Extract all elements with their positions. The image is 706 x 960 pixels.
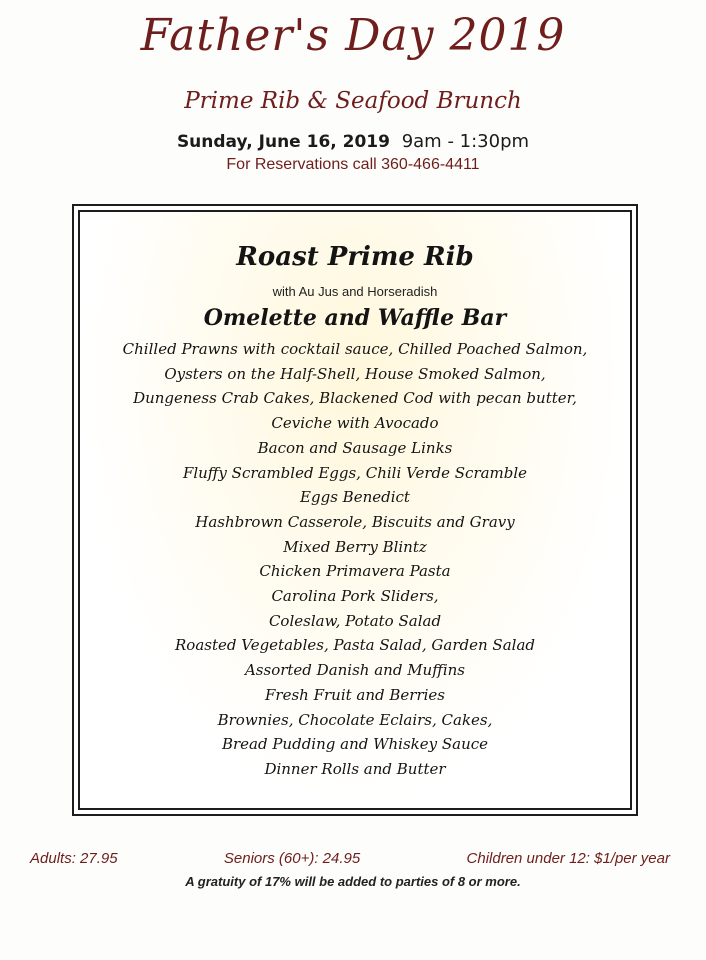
menu-item: Ceviche with Avocado [271,414,439,433]
menu-box [72,204,638,816]
menu-item: Coleslaw, Potato Salad [268,611,442,630]
event-date: Sunday, June 16, 2019 [176,132,390,152]
menu-item: Bread Pudding and Whiskey Sauce [221,735,489,754]
menu-item: Mixed Berry Blintz [283,537,427,556]
menu-item: Dinner Rolls and Butter [264,759,446,778]
menu-note: with Au Jus and Horseradish [272,284,438,299]
menu-item: Bacon and Sausage Links [257,438,453,457]
menu-item: Dungeness Crab Cakes, Blackened Cod with pecan butter, [133,389,577,408]
menu-item: Eggs Benedict [300,488,410,507]
menu-subheading: Omelette and Waffle Bar [203,305,507,331]
menu-item: Chicken Primavera Pasta [259,562,451,581]
menu-item-list [80,337,630,782]
price-adults: Adults: 27.95 [30,850,118,867]
event-subtitle: Prime Rib & Seafood Brunch [184,88,522,114]
menu-heading: Roast Prime Rib [236,242,474,272]
menu-inner-frame [78,210,632,810]
pricing-row [30,850,670,867]
price-children: Children under 12: $1/per year [466,850,670,867]
menu-item: Roasted Vegetables, Pasta Salad, Garden Salad [175,636,535,655]
page-title: Father's Day 2019 [140,10,566,61]
price-seniors: Seniors (60+): 24.95 [223,850,361,867]
menu-item: Chilled Prawns with cocktail sauce, Chilled Poached Salmon, [122,340,588,358]
menu-item: Oysters on the Half-Shell, House Smoked Salmon, [164,364,546,383]
menu-item: Fresh Fruit and Berries [265,685,445,704]
gratuity-note: A gratuity of 17% will be added to parties of 8 or more. [185,874,521,889]
event-date-line [0,131,706,152]
menu-item: Brownies, Chocolate Eclairs, Cakes, [217,710,493,729]
menu-item: Hashbrown Casserole, Biscuits and Gravy [195,512,515,531]
event-time: 9am - 1:30pm [401,131,530,152]
menu-item: Carolina Pork Sliders, [271,587,439,606]
reservations-info: For Reservations call 360-466-4411 [226,156,480,173]
menu-item: Fluffy Scrambled Eggs, Chili Verde Scramble [182,463,528,482]
menu-item: Assorted Danish and Muffins [244,661,466,680]
